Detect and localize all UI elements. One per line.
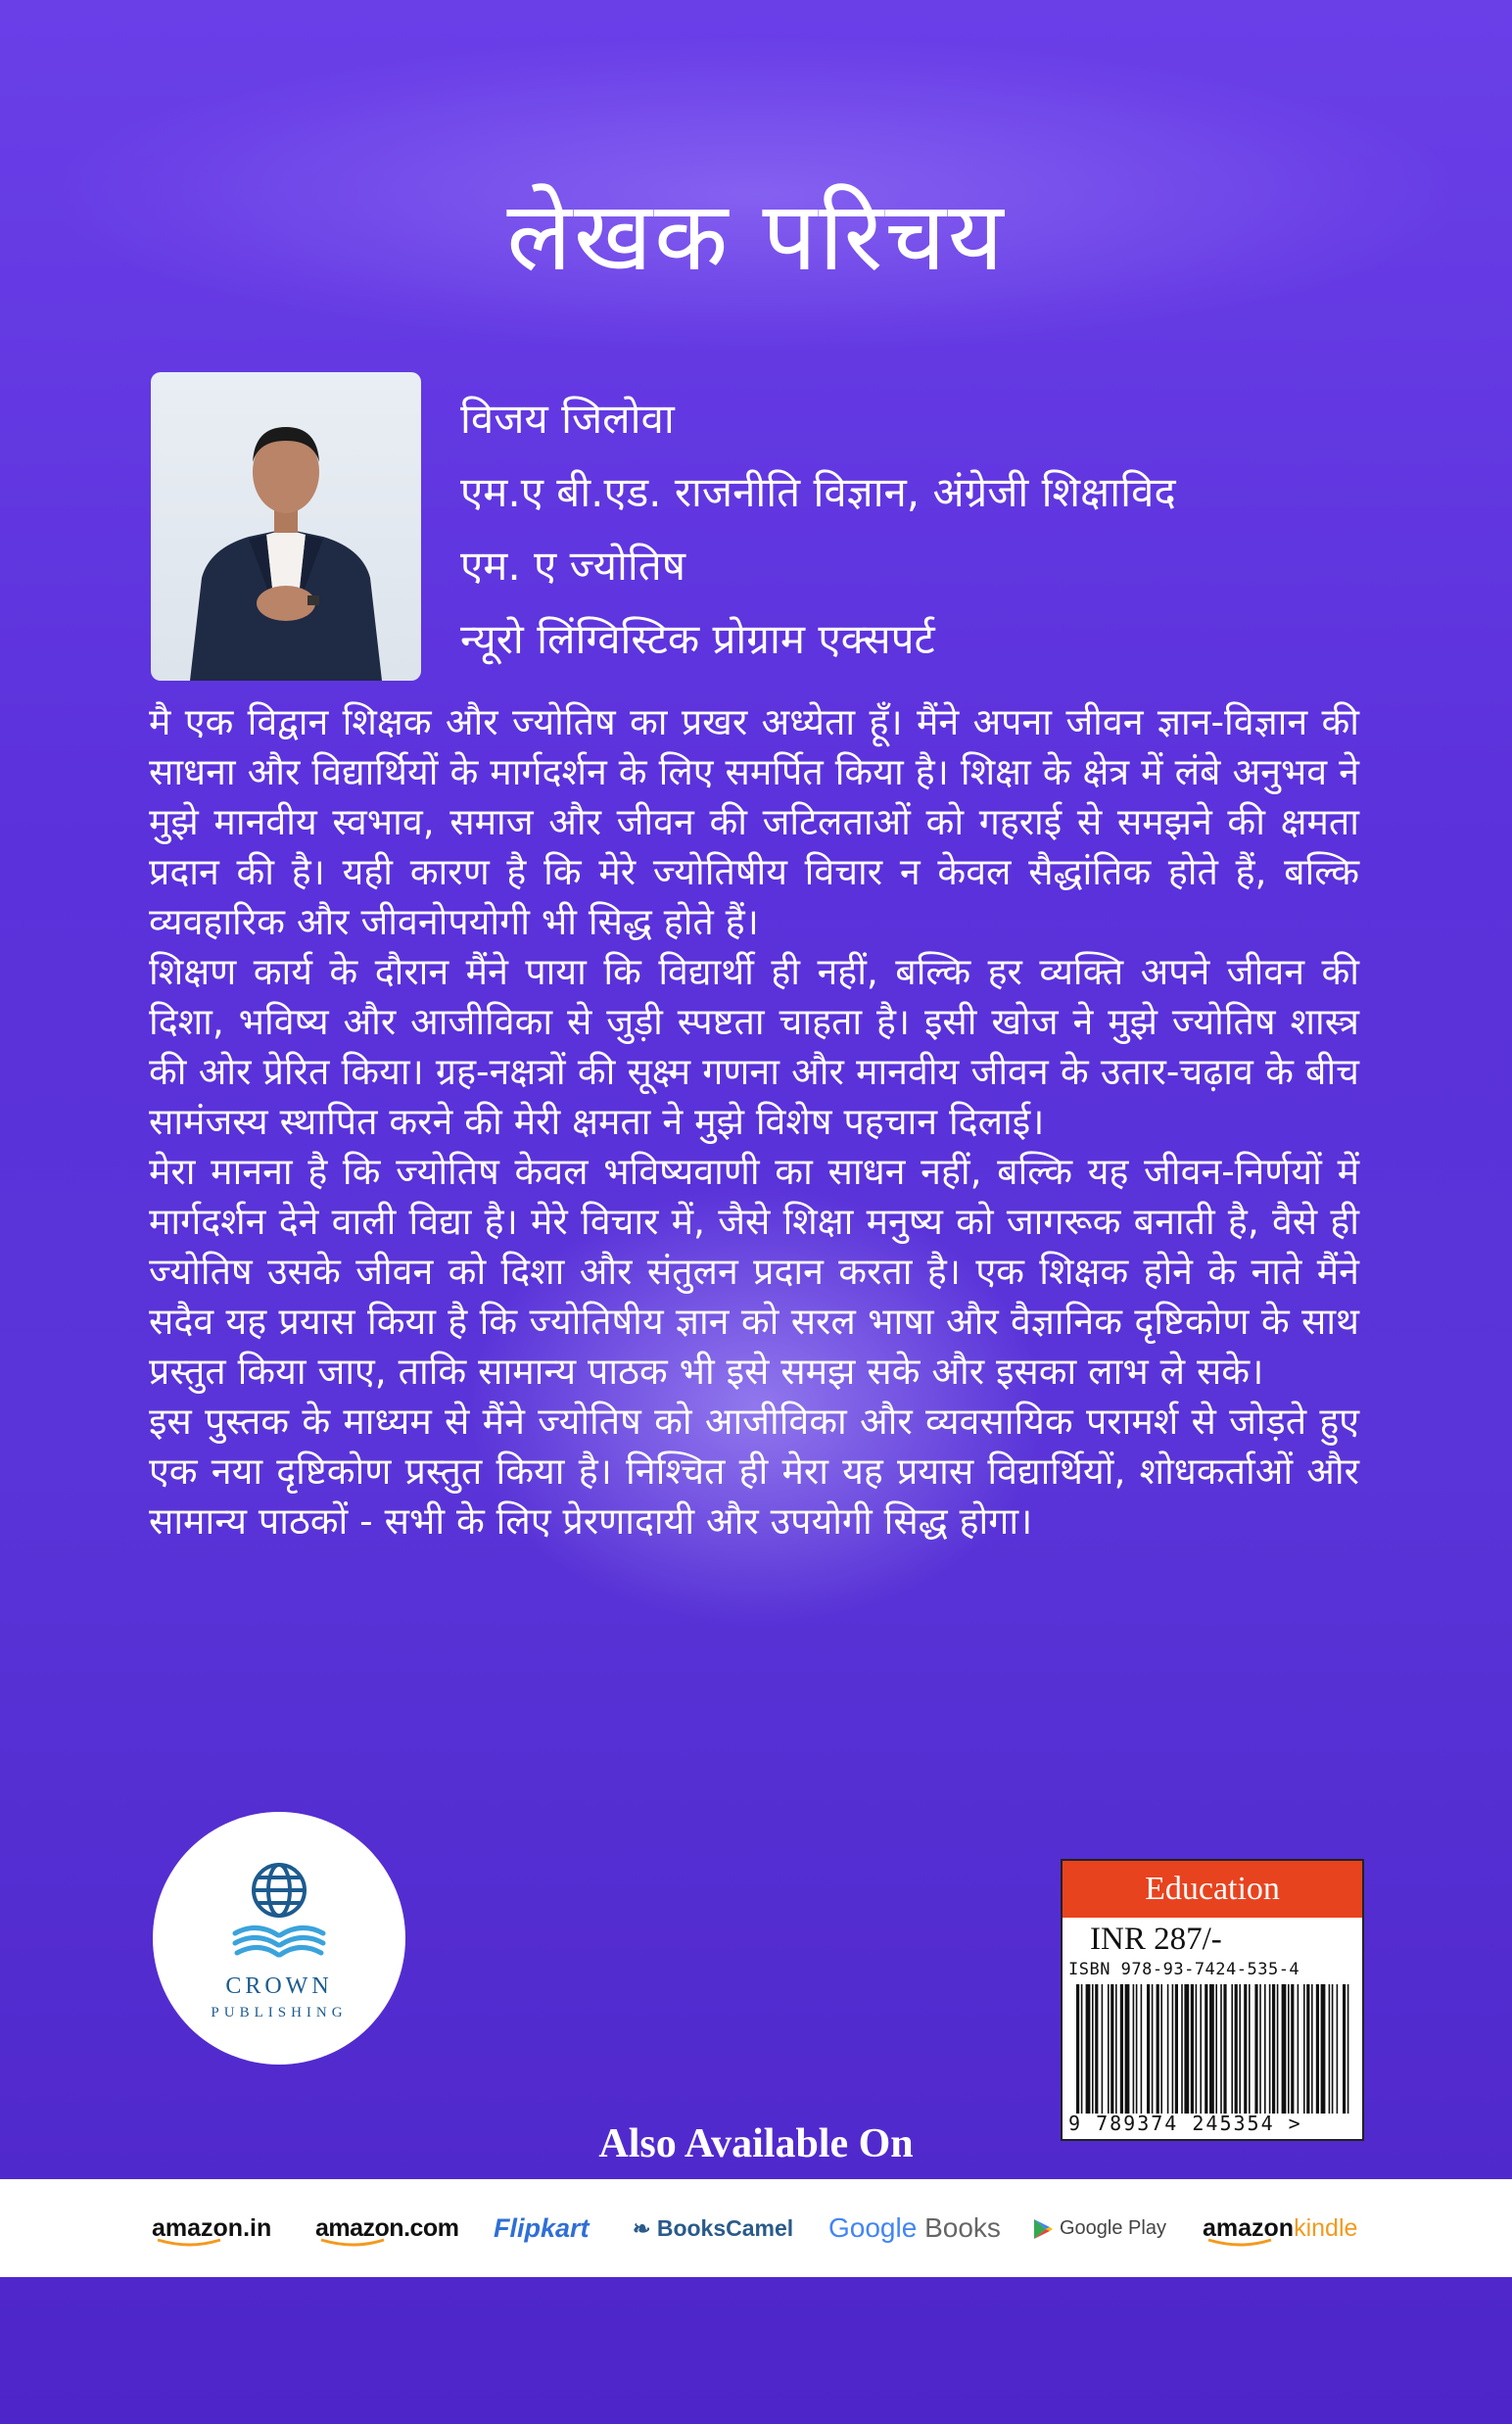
store-label: Google [828, 2212, 918, 2243]
author-qualification: एम. ए ज्योतिष [460, 542, 685, 590]
author-qualification: एम.ए बी.एड. राजनीति विज्ञान, अंग्रेजी शिक्षाविद [460, 468, 1176, 516]
play-icon [1032, 2217, 1054, 2241]
amazon-smile-icon [156, 2238, 224, 2248]
author-bio [149, 697, 1359, 1546]
barcode-bars [1072, 1984, 1352, 2114]
also-available-heading: Also Available On [598, 2121, 914, 2166]
store-amazon-com[interactable] [315, 2209, 458, 2248]
store-flipkart[interactable] [494, 2209, 590, 2248]
bio-paragraph: शिक्षण कार्य के दौरान मैंने पाया कि विद्यार्थी ही नहीं, बल्कि हर व्यक्ति अपने जीवन की दिशा, भविष्य और आजीविका से जुड़ी स्पष्टता चाहता है। इसी खोज ने मुझे ज्योतिष शास्त्र की ओर प्रेरित किया। ग्रह-नक्षत्रों की सूक्ष्म गणना और मानवीय जीवन के उतार-चढ़ाव के बीच सामंजस्य स्थापित करने की मेरी क्षमता ने मुझे विशेष पहचान दिलाई। [149, 950, 1359, 1143]
store-label: amazon [1203, 2214, 1295, 2242]
globe-icon [254, 1865, 305, 1916]
camel-icon: ❧ [633, 2216, 651, 2241]
store-label: Books [917, 2212, 1001, 2243]
page-title: लेखक परिचय [506, 181, 1006, 293]
author-photo [151, 372, 421, 681]
store-strip [0, 2179, 1512, 2277]
category-label: Education [1063, 1861, 1362, 1918]
store-google-play[interactable] [1032, 2209, 1166, 2248]
bio-paragraph: मै एक विद्वान शिक्षक और ज्योतिष का प्रखर अध्येता हूँ। मैंने अपना जीवन ज्ञान-विज्ञान की साधना और विद्यार्थियों के मार्गदर्शन के लिए समर्पित किया है। शिक्षा के क्षेत्र में लंबे अनुभव ने मुझे मानवीय स्वभाव, समाज और जीवन की जटिलताओं को गहराई से समझने की क्षमता प्रदान की है। यही कारण है कि मेरे ज्योतिषीय विचार न केवल सैद्धांतिक होते हैं, बल्कि व्यवहारिक और जीवनोपयोगी भी सिद्ध होते हैं। [149, 700, 1359, 943]
amazon-smile-icon [1206, 2238, 1275, 2248]
publisher-logo [153, 1812, 405, 2065]
bio-paragraph: मेरा मानना है कि ज्योतिष केवल भविष्यवाणी का साधन नहीं, बल्कि यह जीवन-निर्णयों में मार्गदर्शन देने वाली विद्या है। मेरे विचार में, जैसे शिक्षा मनुष्य को जागरूक बनाती है, वैसे ही ज्योतिष उसके जीवन को दिशा और संतुलन प्रदान करता है। एक शिक्षक होने के नाते मैंने सदैव यह प्रयास किया है कि ज्योतिषीय ज्ञान को सरल भाषा और वैज्ञानिक दृष्टिकोण के साथ प्रस्तुत किया जाए, ताकि सामान्य पाठक भी इसे समझ सके और इसका लाभ ले सके। [149, 1150, 1359, 1393]
book-icon [235, 1927, 323, 1955]
barcode-digits: 9 789374 245354 > [1068, 2112, 1302, 2135]
store-label: kindle [1294, 2214, 1358, 2242]
author-expertise: न्यूरो लिंग्विस्टिक प्रोग्राम एक्सपर्ट [460, 615, 935, 663]
isbn-label: ISBN 978-93-7424-535-4 [1068, 1960, 1300, 1979]
publisher-subtitle: PUBLISHING [211, 2005, 348, 2020]
price-label: INR 287/- [1090, 1922, 1222, 1957]
store-label: amazon.in [152, 2214, 272, 2242]
store-amazon-in[interactable] [152, 2209, 271, 2248]
store-amazon-kindle[interactable] [1203, 2209, 1357, 2248]
store-label: amazon.com [315, 2214, 459, 2242]
store-label: Google Play [1060, 2217, 1166, 2239]
store-bookscamel[interactable] [633, 2209, 793, 2248]
store-label: Flipkart [494, 2213, 590, 2243]
store-label: BooksCamel [656, 2215, 794, 2241]
author-name: विजय जिलोवा [460, 395, 675, 443]
author-details [460, 382, 1440, 676]
barcode-label [1061, 1859, 1364, 2141]
bio-paragraph: इस पुस्तक के माध्यम से मैंने ज्योतिष को आजीविका और व्यवसायिक परामर्श से जोड़ते हुए एक नया दृष्टिकोण प्रस्तुत किया है। निश्चित ही मेरा यह प्रयास विद्यार्थियों, शोधकर्ताओं और सामान्य पाठकों - सभी के लिए प्रेरणादायी और उपयोगी सिद्ध होगा। [149, 1400, 1359, 1543]
publisher-name: CROWN [225, 1973, 333, 1999]
amazon-smile-icon [319, 2238, 388, 2248]
store-google-books[interactable] [828, 2209, 1001, 2248]
